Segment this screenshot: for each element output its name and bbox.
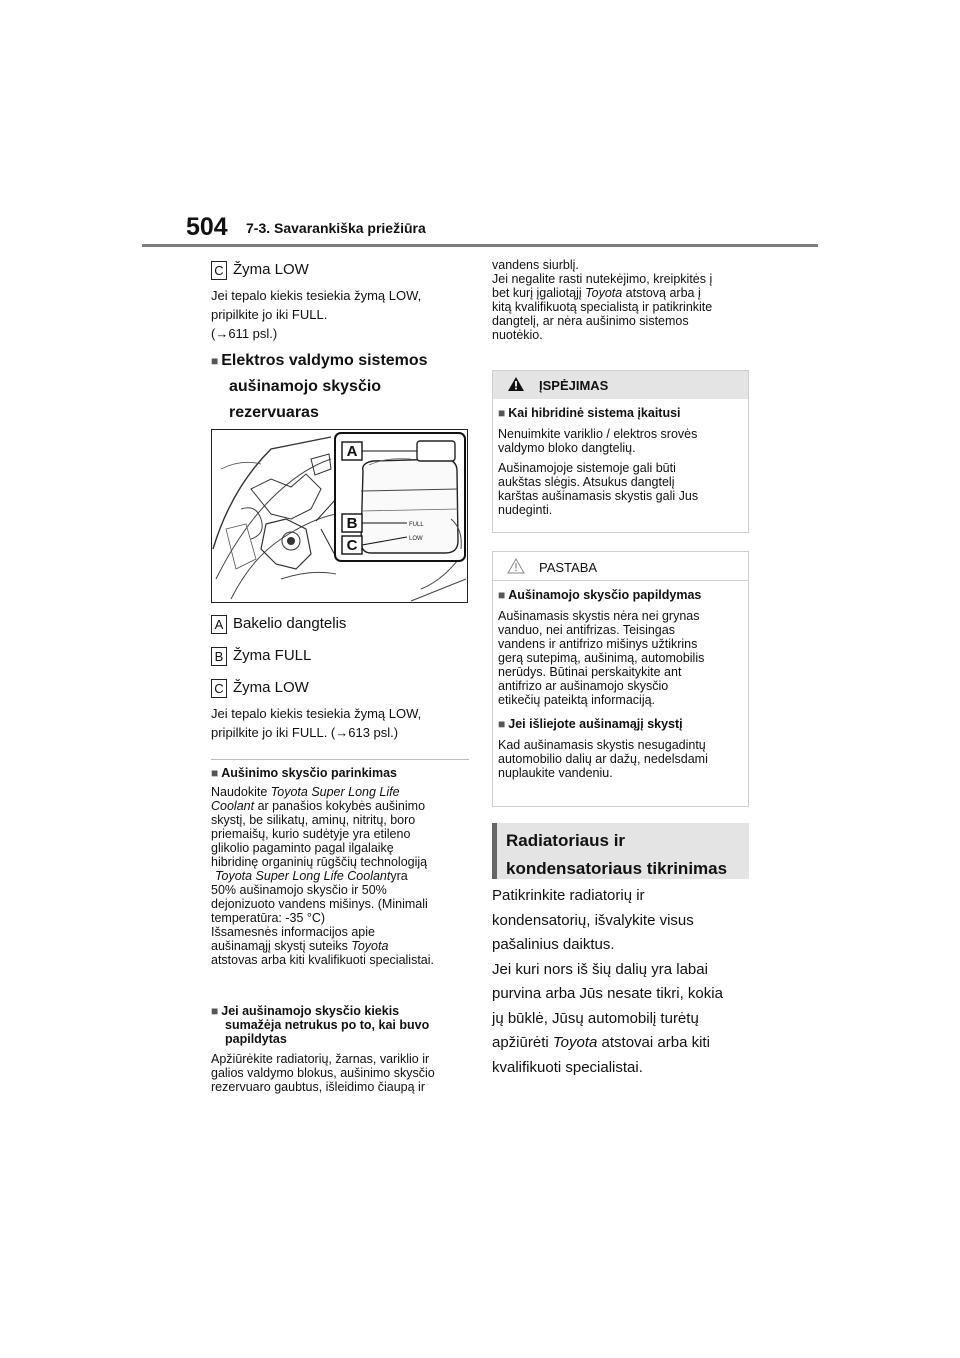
caution-outline-icon	[507, 558, 525, 574]
legend-a: A Bakelio dangtelis	[211, 614, 469, 634]
legend-note: Jei tepalo kiekis tesiekia žymą LOW, pripilkite jo iki FULL. (→613 psl.)	[211, 706, 422, 740]
page-number: 504	[186, 213, 228, 241]
legend-b: B Žyma FULL	[211, 646, 469, 666]
legend-c-top: C Žyma LOW	[211, 260, 469, 280]
c-top-note: Jei tepalo kiekis tesiekia žymą LOW, pripilkite jo iki FULL. (→611 psl.)	[211, 288, 422, 341]
warning-heading: ĮSPĖJIMAS	[539, 378, 609, 393]
bullet-square-icon: ■	[498, 406, 506, 420]
label-box-c-2: C	[211, 679, 227, 698]
section-title: 7-3. Savarankiška priežiūra	[246, 220, 426, 236]
bullet-square-icon: ■	[211, 1004, 219, 1018]
figure-label-c: C	[346, 537, 358, 554]
notice-header	[493, 552, 748, 581]
warning-header	[493, 371, 748, 399]
notice-box: PASTABA ■ Aušinamojo skysčio papildymas Aušinamasis skystis nėra nei grynas vanduo, nei antifrizas. Teisingas vandens ir antifrizo mišinys užtikrins gerą sutepimą, aušinimą, automobilis nerūdys. Būtinai perskaitykite ant antifrizo ar aušinamojo skysčio etikečių pateiktą informaciją. ■ Jei išliejote aušinamąjį skystį Kad aušinamasis skystis nesugadintų automobilio dalių ar dažų, nedelsdami nuplaukite vandeniu.	[492, 551, 749, 807]
figure-tag-low: LOW	[409, 536, 423, 542]
subsection-heading: ■ Elektros valdymo sistemos aušinamojo skysčio rezervuaras	[211, 352, 428, 421]
section-heading-band: Radiatoriaus ir kondensatoriaus tikrinimas	[492, 823, 749, 879]
notice-heading: PASTABA	[539, 560, 598, 575]
figure-label-a: A	[346, 443, 358, 460]
label-box-a: A	[211, 615, 227, 634]
label-box-b: B	[211, 647, 227, 666]
bullet-square-icon: ■	[211, 354, 219, 368]
engine-figure	[211, 429, 468, 603]
bullet-square-icon: ■	[211, 766, 219, 780]
figure-tag-full: FULL	[409, 522, 424, 528]
header-rule	[142, 244, 818, 247]
bullet-square-icon: ■	[498, 717, 506, 731]
warning-triangle-icon	[507, 376, 525, 392]
warning-box: ĮSPĖJIMAS ■ Kai hibridinė sistema įkaitusi Nenuimkite variklio / elektros srovės valdymo bloko dangtelių. Aušinamojoje sistemoje gali būti aukštas slėgis. Atsukus dangtelį karštas aušinamasis skystis gali Jus nudeginti.	[492, 370, 749, 533]
engine-bay-illustration	[211, 429, 468, 603]
label-box-c: C	[211, 261, 227, 280]
coolant-choice-block: ■ Aušinimo skysčio parinkimas Naudokite Toyota Super Long Life Coolant ar panašios kokybės aušinimo skystį, be silikatų, aminų, nitritų, boro priemaišų, kurio sudėtyje yra etileno glikolio pagaminto pagal ilgalaikę hibridinę organinių rūgščių technologiją Toyota Super Long Life Coolantyra 50% aušinamojo skysčio ir 50% dejonizuoto vandens mišinys. (Minimali temperatūra: -35 °C) Išsamesnės informacijos apie aušinamąjį skystį suteiks Toyota atstovas arba kiti kvalifikuoti specialistai.	[211, 766, 435, 967]
figure-label-b: B	[346, 515, 358, 532]
coolant-drop-block: ■ Jei aušinamojo skysčio kiekis sumažėja netrukus po to, kai buvo papildytas Apžiūrėkite radiatorių, žarnas, variklio ir galios valdymo blokus, aušinimo skysčio rezervuaro gaubtus, išleidimo čiaupą ir	[211, 1004, 435, 1094]
left-divider	[211, 759, 469, 760]
bullet-square-icon: ■	[498, 588, 506, 602]
section-body: Patikrinkite radiatorių ir kondensatorių, išvalykite visus pašalinius daiktus. Jei kuri nors iš šių dalių yra labai purvina arba Jūs nesate tikri, kokia jų būklė, Jūsų automobilį turėtų apžiūrėti Toyota atstovai arba kiti kvalifikuoti specialistai.	[492, 887, 723, 1076]
continued-text: vandens siurblį. Jei negalite rasti nutekėjimo, kreipkitės į bet kurį įgaliotąjį Toyota atstovą arba į kitą kvalifikuotą specialistą ir patikrinkite dangtelį, ar nėra aušinimo sistemos nuotėkio.	[492, 258, 713, 342]
legend-c: C Žyma LOW	[211, 678, 469, 698]
